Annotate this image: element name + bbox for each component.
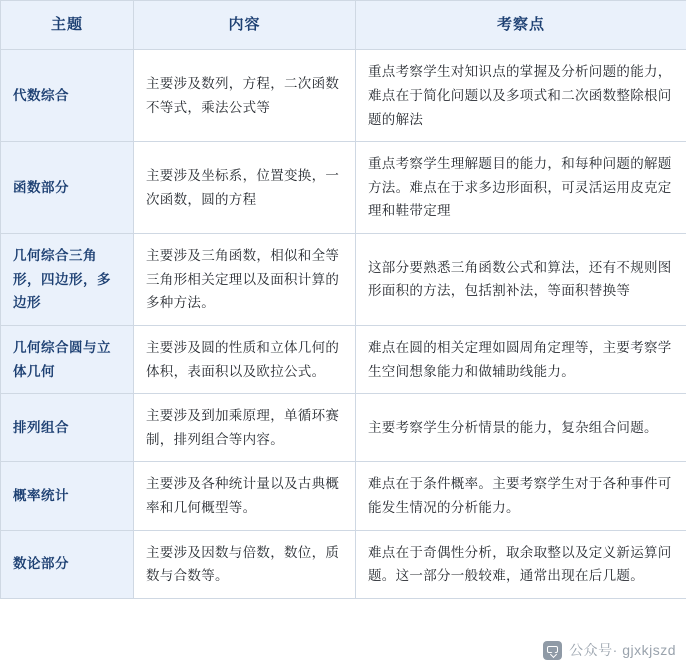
row-focus: 这部分要熟悉三角函数公式和算法，还有不规则图形面积的方法，包括割补法，等面积替换等	[356, 234, 686, 326]
wechat-official-account-icon	[543, 641, 562, 660]
row-focus: 主要考察学生分析情景的能力，复杂组合问题。	[356, 394, 686, 462]
row-content: 主要涉及数列，方程，二次函数不等式，乘法公式等	[134, 50, 356, 142]
column-header-focus: 考察点	[356, 1, 686, 50]
table-row	[1, 462, 686, 530]
row-topic: 排列组合	[1, 394, 134, 462]
table-row	[1, 325, 686, 393]
row-focus: 重点考察学生对知识点的掌握及分析问题的能力，难点在于简化问题以及多项式和二次函数整除根问题的解法	[356, 50, 686, 142]
row-content: 主要涉及圆的性质和立体几何的体积，表面积以及欧拉公式。	[134, 325, 356, 393]
row-focus: 难点在于条件概率。主要考察学生对于各种事件可能发生情况的分析能力。	[356, 462, 686, 530]
row-focus: 难点在圆的相关定理如圆周角定理等，主要考察学生空间想象能力和做辅助线能力。	[356, 325, 686, 393]
row-focus: 重点考察学生理解题目的能力，和每种问题的解题方法。难点在于求多边形面积，可灵活运用皮克定理和鞋带定理	[356, 142, 686, 234]
table-row	[1, 142, 686, 234]
row-content: 主要涉及因数与倍数，数位，质数与合数等。	[134, 530, 356, 598]
row-topic: 数论部分	[1, 530, 134, 598]
row-topic: 几何综合三角形，四边形，多边形	[1, 234, 134, 326]
watermark	[543, 640, 676, 660]
row-content: 主要涉及三角函数，相似和全等三角形相关定理以及面积计算的多种方法。	[134, 234, 356, 326]
table-header-row	[1, 1, 686, 50]
row-topic: 几何综合圆与立体几何	[1, 325, 134, 393]
table-row	[1, 50, 686, 142]
row-topic: 函数部分	[1, 142, 134, 234]
watermark-label: 公众号· gjxkjszd	[569, 642, 676, 658]
table-row	[1, 234, 686, 326]
row-content: 主要涉及坐标系，位置变换，一次函数，圆的方程	[134, 142, 356, 234]
row-topic: 代数综合	[1, 50, 134, 142]
table-row	[1, 394, 686, 462]
column-header-content: 内容	[134, 1, 356, 50]
table-row	[1, 530, 686, 598]
column-header-topic: 主题	[1, 1, 134, 50]
row-focus: 难点在于奇偶性分析，取余取整以及定义新运算问题。这一部分一般较难，通常出现在后几题。	[356, 530, 686, 598]
row-topic: 概率统计	[1, 462, 134, 530]
row-content: 主要涉及各种统计量以及古典概率和几何概型等。	[134, 462, 356, 530]
row-content: 主要涉及到加乘原理，单循环赛制，排列组合等内容。	[134, 394, 356, 462]
